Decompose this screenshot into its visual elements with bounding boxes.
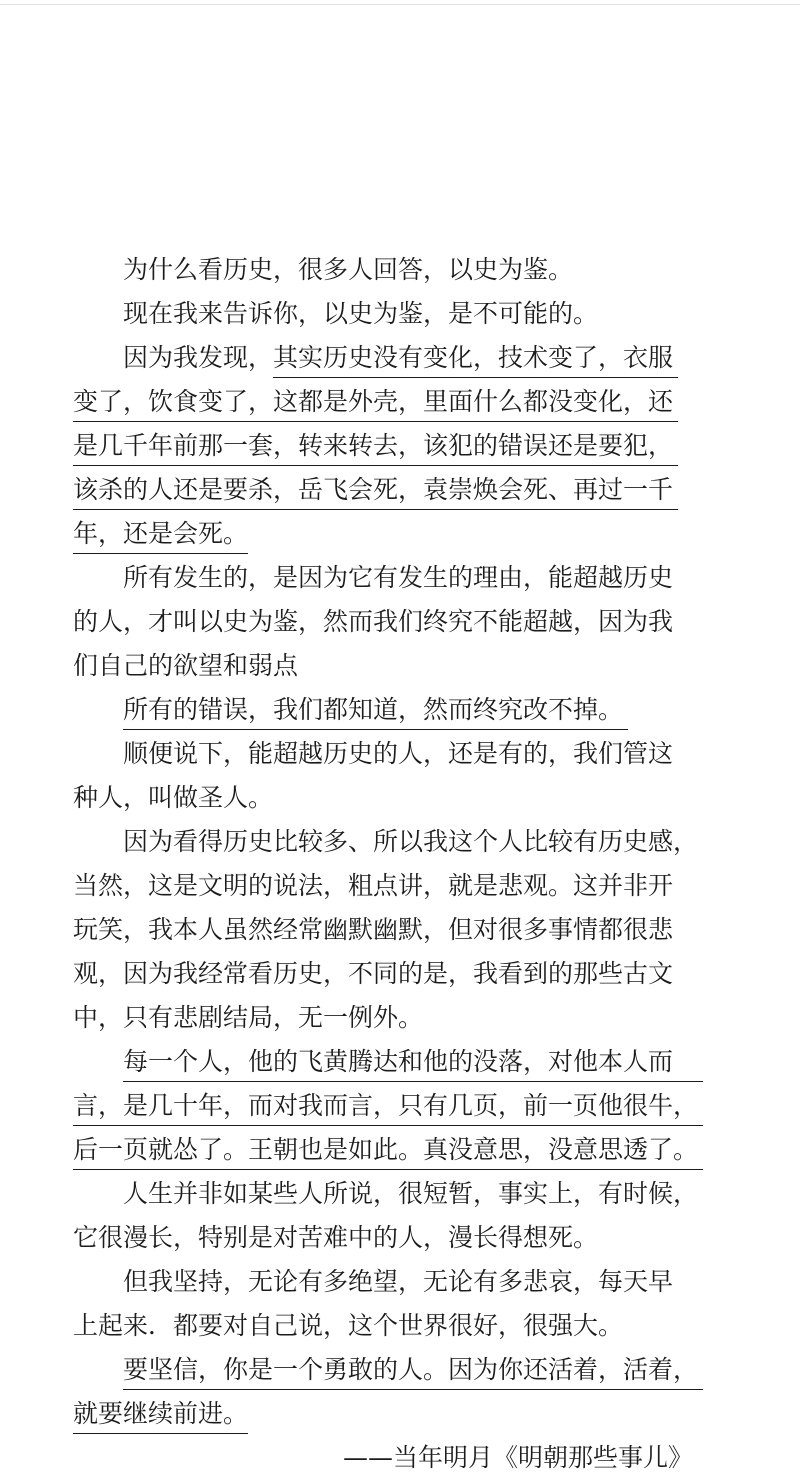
- text-line: 该杀的人还是要杀，岳飞会死，袁崇焕会死、再过一千: [73, 468, 713, 512]
- text-line: 但我坚持，无论有多绝望，无论有多悲哀，每天早: [123, 1267, 674, 1296]
- text-line: 因为看得历史比较多、所以我这个人比较有历史感，: [123, 827, 699, 856]
- text-line: 中，只有悲剧结局，无一例外。: [73, 1003, 424, 1032]
- text-line: 每一个人，他的飞黄腾达和他的没落，对他本人而: [73, 1040, 713, 1084]
- text-line: 上起来．都要对自己说，这个世界很好，很强大。: [73, 1311, 624, 1340]
- text-line: 言，是几十年，而对我而言，只有几页，前一页他很牛，: [73, 1084, 713, 1128]
- underline-mark: [73, 1125, 703, 1126]
- underline-mark: [123, 1081, 703, 1082]
- text-line: 年，还是会死。: [73, 512, 713, 556]
- text-line: 当然，这是文明的说法，粗点讲，就是悲观。这并非开: [73, 871, 674, 900]
- text-line: 种人，叫做圣人。: [73, 783, 274, 812]
- text-line: 就要继续前进。: [73, 1392, 713, 1436]
- underline-mark: [123, 1389, 703, 1390]
- top-divider: [0, 4, 800, 5]
- text-line: 的人，才叫以史为鉴，然而我们终究不能超越，因为我: [73, 607, 674, 636]
- underline-mark: [73, 1433, 248, 1434]
- text-line: 变了，饮食变了，这都是外壳，里面什么都没变化，还: [73, 380, 713, 424]
- quote-text-block: [73, 248, 713, 1480]
- text-line: 顺便说下，能超越历史的人，还是有的，我们管这: [123, 739, 674, 768]
- text-line: 人生并非如某些人所说，很短暂，事实上，有时候，: [123, 1179, 699, 1208]
- text-line: 后一页就怂了。王朝也是如此。真没意思，没意思透了。: [73, 1128, 713, 1172]
- text-line: 所有发生的，是因为它有发生的理由，能超越历史: [123, 563, 674, 592]
- underline-mark: [73, 465, 678, 466]
- underline-mark: [73, 553, 248, 554]
- text-line: 玩笑，我本人虽然经常幽默幽默，但对很多事情都很悲: [73, 915, 674, 944]
- text-line: 所有的错误，我们都知道，然而终究改不掉。: [73, 688, 713, 732]
- text-line: 是几千年前那一套，转来转去，该犯的错误还是要犯，: [73, 424, 713, 468]
- underline-mark: [73, 421, 678, 422]
- signature-attribution: ——当年明月《明朝那些事儿》: [342, 1443, 693, 1472]
- text-line: 要坚信，你是一个勇敢的人。因为你还活着，活着，: [73, 1348, 713, 1392]
- text-line: 为什么看历史，很多人回答，以史为鉴。: [123, 255, 574, 284]
- underline-mark: [273, 377, 678, 378]
- underline-mark: [123, 729, 628, 730]
- text-line: 因为我发现，其实历史没有变化，技术变了，衣服: [73, 336, 713, 380]
- underline-mark: [73, 509, 678, 510]
- text-line: 它很漫长，特别是对苦难中的人，漫长得想死。: [73, 1223, 599, 1252]
- text-line: 观，因为我经常看历史，不同的是，我看到的那些古文: [73, 959, 674, 988]
- text-line: 现在我来告诉你，以史为鉴，是不可能的。: [123, 299, 599, 328]
- text-line: 们自己的欲望和弱点: [73, 651, 299, 680]
- underline-mark: [73, 1169, 703, 1170]
